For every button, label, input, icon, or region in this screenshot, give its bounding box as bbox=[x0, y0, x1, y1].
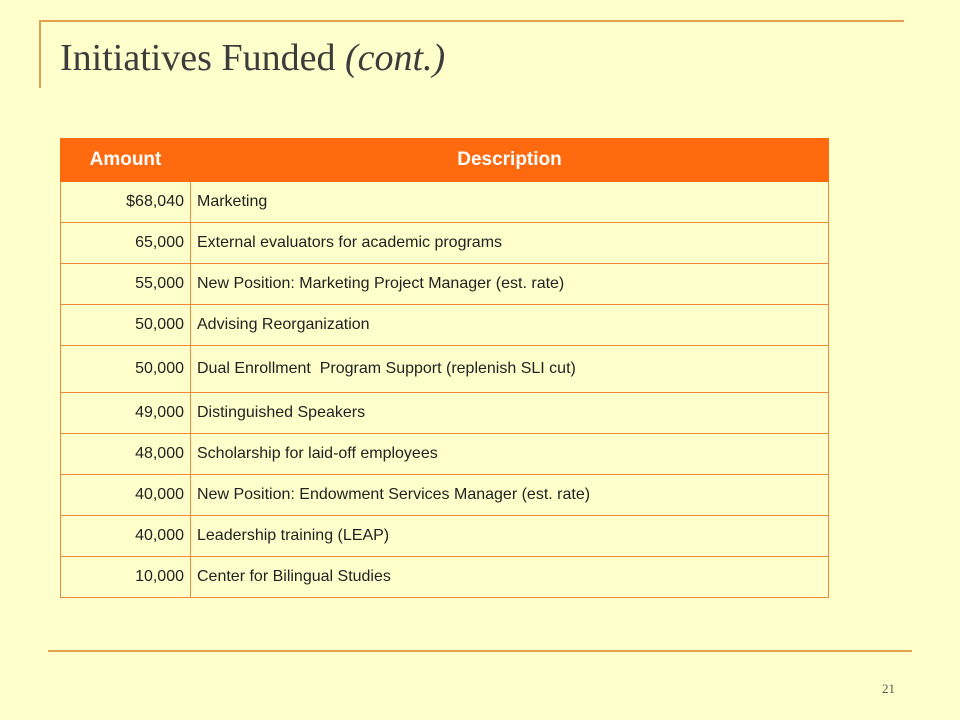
table-row bbox=[61, 434, 829, 475]
table-row bbox=[61, 223, 829, 264]
title-italic: (cont.) bbox=[344, 37, 446, 79]
amount-cell: 50,000 bbox=[61, 305, 191, 346]
left-rule bbox=[39, 20, 41, 88]
description-column-header: Description bbox=[191, 139, 829, 182]
table-row bbox=[61, 264, 829, 305]
description-cell: Marketing bbox=[191, 182, 829, 223]
amount-cell: 40,000 bbox=[61, 516, 191, 557]
amount-cell: 55,000 bbox=[61, 264, 191, 305]
table-row bbox=[61, 182, 829, 223]
description-cell: External evaluators for academic programs bbox=[191, 223, 829, 264]
table-row bbox=[61, 557, 829, 598]
table-row bbox=[61, 475, 829, 516]
amount-cell: 49,000 bbox=[61, 393, 191, 434]
top-rule bbox=[40, 20, 904, 22]
bottom-rule bbox=[48, 650, 912, 652]
description-cell: Distinguished Speakers bbox=[191, 393, 829, 434]
description-cell: Advising Reorganization bbox=[191, 305, 829, 346]
table-row bbox=[61, 393, 829, 434]
funding-table bbox=[60, 138, 829, 598]
amount-cell: 40,000 bbox=[61, 475, 191, 516]
page-number: 21 bbox=[882, 681, 895, 696]
amount-cell: 48,000 bbox=[61, 434, 191, 475]
table-row bbox=[61, 516, 829, 557]
description-cell: Center for Bilingual Studies bbox=[191, 557, 829, 598]
title-main: Initiatives Funded bbox=[60, 37, 345, 79]
description-cell: Leadership training (LEAP) bbox=[191, 516, 829, 557]
table-row bbox=[61, 346, 829, 393]
amount-cell: 10,000 bbox=[61, 557, 191, 598]
description-cell: New Position: Marketing Project Manager (est. rate) bbox=[191, 264, 829, 305]
amount-cell: 50,000 bbox=[61, 346, 191, 393]
table-row bbox=[61, 305, 829, 346]
description-cell: New Position: Endowment Services Manager (est. rate) bbox=[191, 475, 829, 516]
amount-column-header: Amount bbox=[61, 139, 191, 182]
description-cell: Dual Enrollment Program Support (replenish SLI cut) bbox=[191, 346, 829, 393]
amount-cell: $68,040 bbox=[61, 182, 191, 223]
amount-cell: 65,000 bbox=[61, 223, 191, 264]
table-header-row bbox=[61, 139, 829, 182]
slide-title bbox=[60, 36, 445, 80]
description-cell: Scholarship for laid-off employees bbox=[191, 434, 829, 475]
